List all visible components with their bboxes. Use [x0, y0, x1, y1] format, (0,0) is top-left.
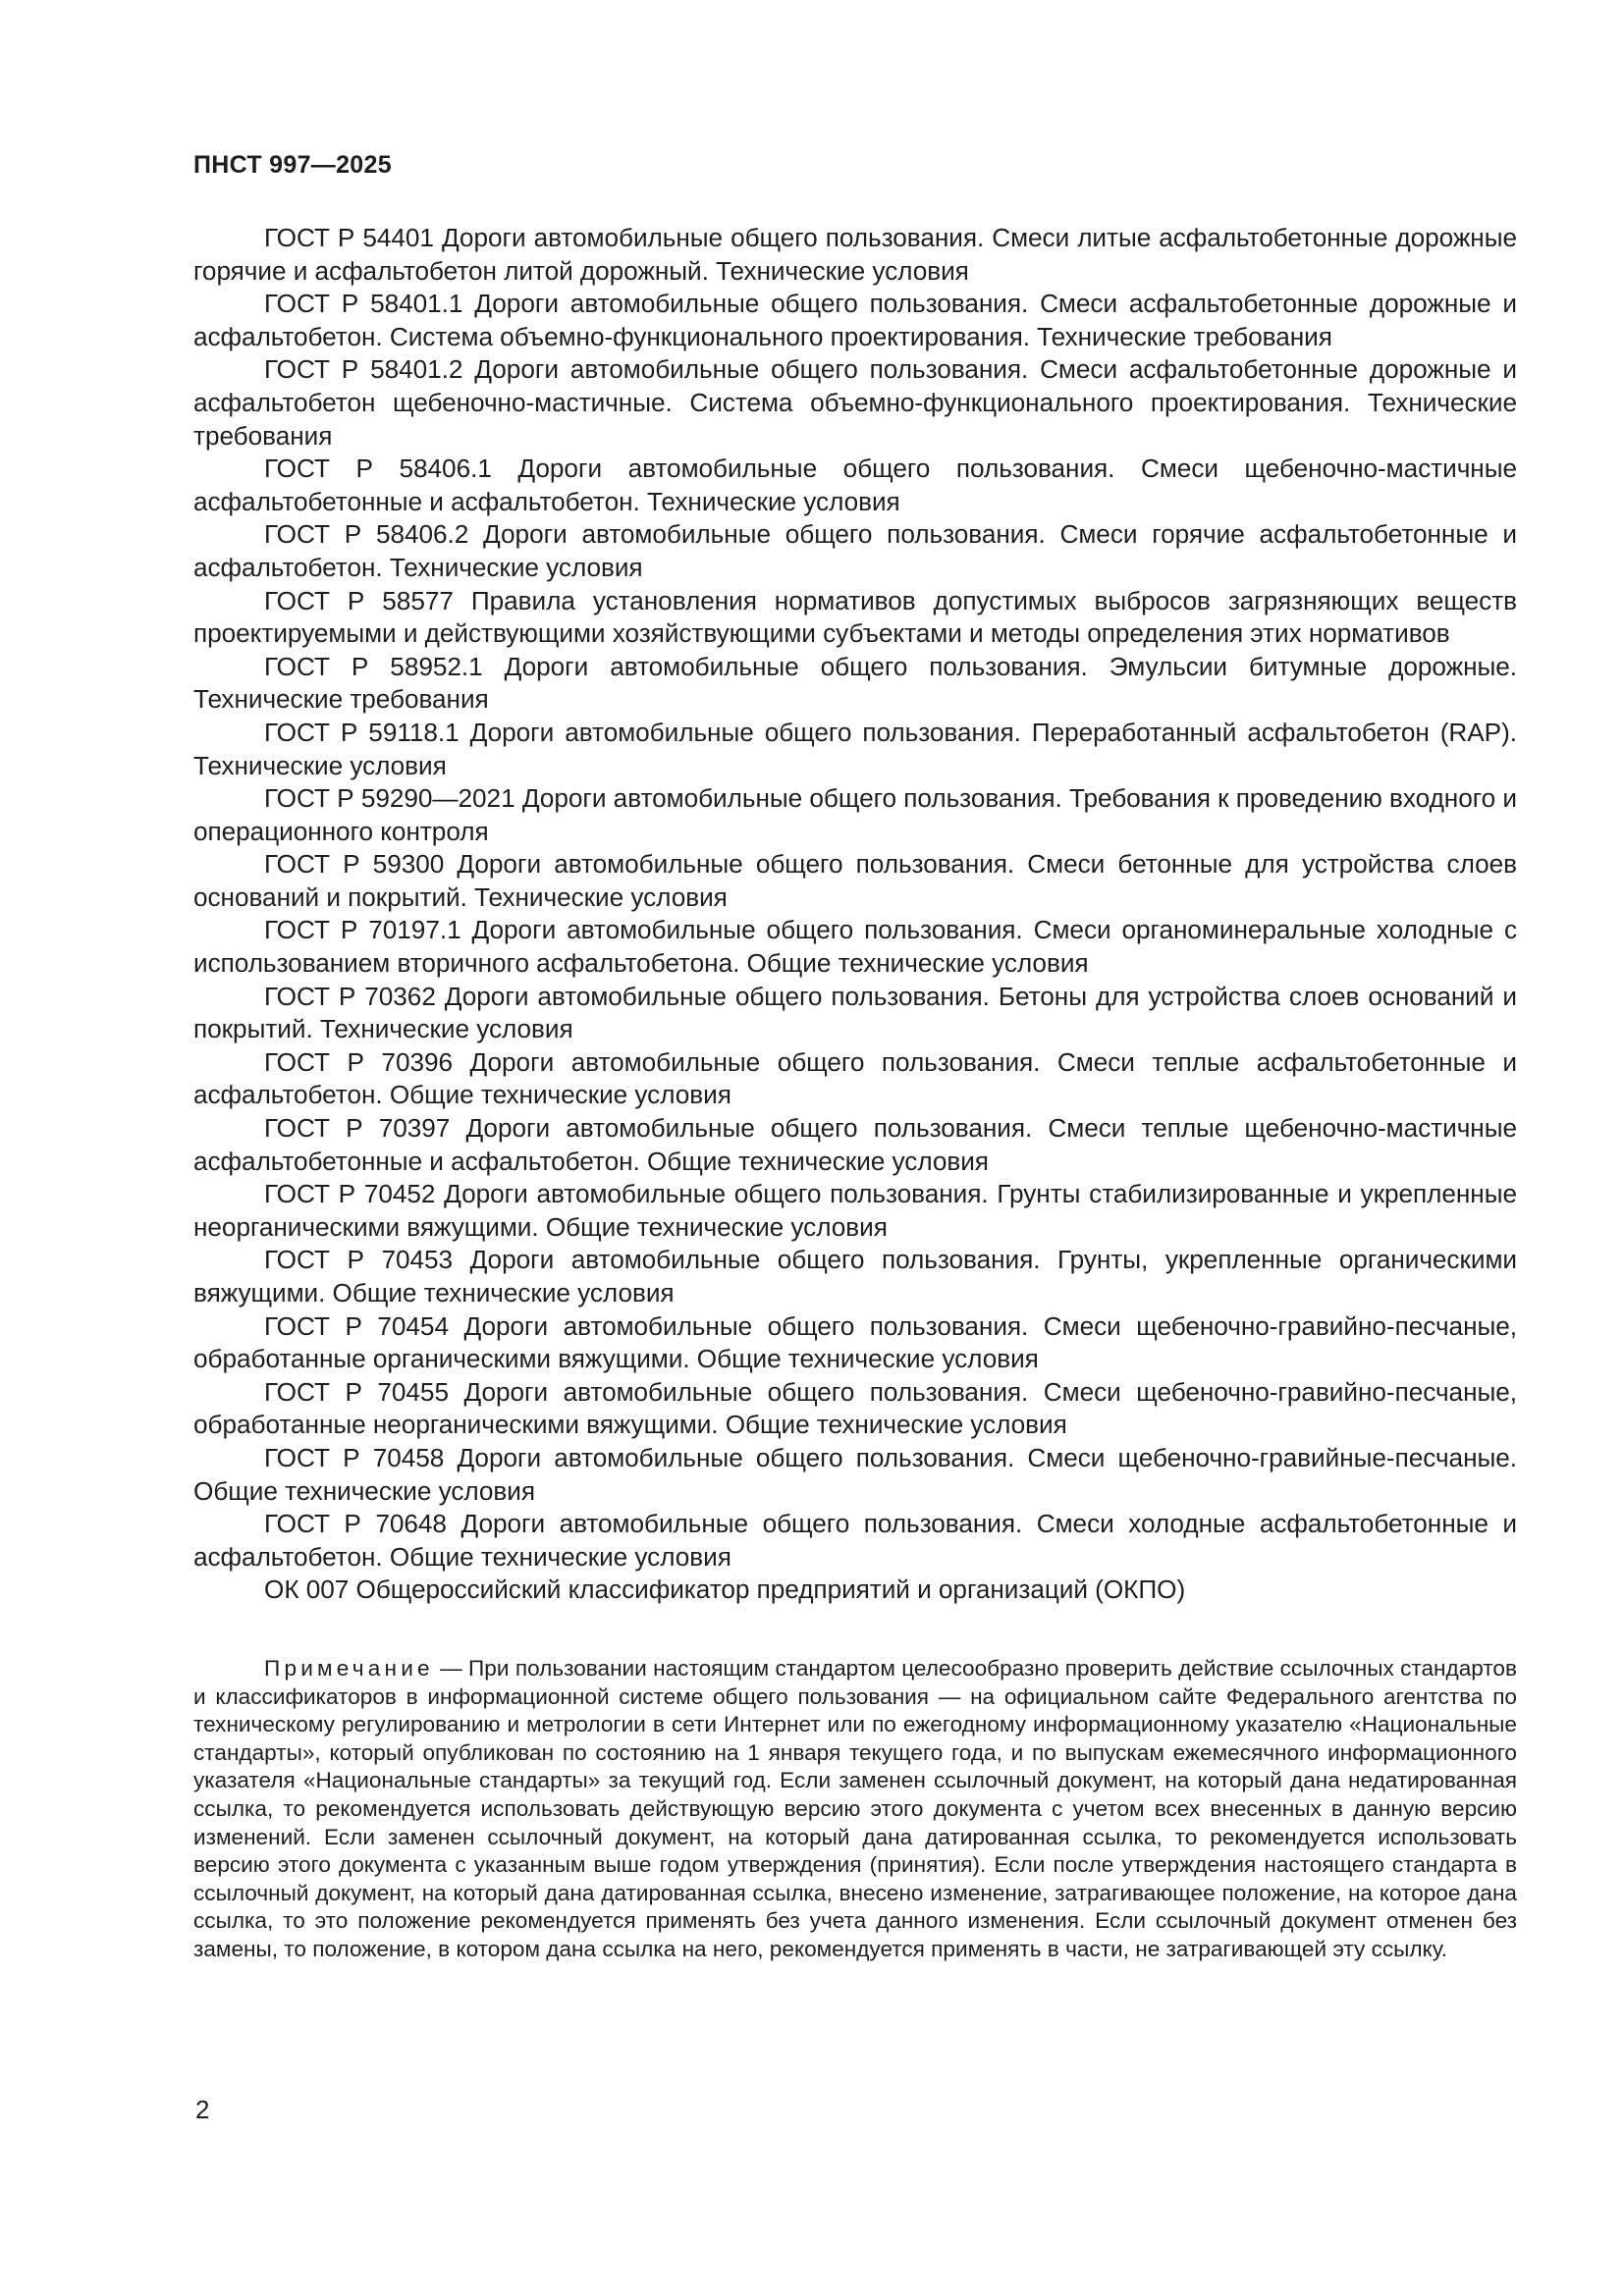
- reference-item: ОК 007 Общероссийский классификатор предприятий и организаций (ОКПО): [264, 1575, 1186, 1605]
- reference-item: ГОСТ Р 70197.1 Дороги автомобильные общего пользования. Смеси органоминеральные холодные с использованием вторичного асфальтобетона. Общие технические условия: [193, 915, 1517, 979]
- reference-item: ГОСТ Р 54401 Дороги автомобильные общего пользования. Смеси литые асфальтобетонные дорожные горячие и асфальтобетон литой дорожный. Технические условия: [193, 223, 1517, 286]
- references-list: [193, 222, 1517, 1607]
- note-label: Примечание: [264, 1656, 434, 1681]
- reference-item: ГОСТ Р 59118.1 Дороги автомобильные общего пользования. Переработанный асфальтобетон (RAP). Технические условия: [193, 717, 1517, 780]
- reference-item: ГОСТ Р 70396 Дороги автомобильные общего пользования. Смеси теплые асфальтобетонные и асфальтобетон. Общие технические условия: [193, 1046, 1517, 1110]
- reference-item: ГОСТ Р 70362 Дороги автомобильные общего пользования. Бетоны для устройства слоев оснований и покрытий. Технические условия: [193, 981, 1517, 1044]
- reference-item: ГОСТ Р 70452 Дороги автомобильные общего пользования. Грунты стабилизированные и укрепленные неорганическими вяжущими. Общие технические условия: [193, 1179, 1517, 1242]
- document-header: ПНСТ 997—2025: [193, 151, 392, 179]
- reference-item: ГОСТ Р 58577 Правила установления нормативов допустимых выбросов загрязняющих веществ проектируемыми и действующими хозяйствующими субъектами и методы определения этих нормативов: [193, 585, 1517, 649]
- reference-item: ГОСТ Р 70453 Дороги автомобильные общего пользования. Грунты, укрепленные органическими вяжущими. Общие технические условия: [193, 1245, 1517, 1308]
- reference-item: ГОСТ Р 58406.2 Дороги автомобильные общего пользования. Смеси горячие асфальтобетонные и асфальтобетон. Технические условия: [193, 519, 1517, 582]
- note-text: — При пользовании настоящим стандартом целесообразно проверить действие ссылочных стандартов и классификаторов в информационной системе общего пользования — на официальном сайте Федерального агентства по техническому регулированию и метрологии в сети Интернет или по ежегодному информационному указателю «Национальные стандарты», который опубликован по состоянию на 1 января текущего года, и по выпускам ежемесячного информационного указателя «Национальные стандарты» за текущий год. Если заменен ссылочный документ, на который дана недатированная ссылка, то рекомендуется использовать действующую версию этого документа с учетом всех внесенных в данную версию изменений. Если заменен ссылочный документ, на который дана датированная ссылка, то рекомендуется использовать версию этого документа с указанным выше годом утверждения (принятия). Если после утверждения настоящего стандарта в ссылочный документ, на который дана датированная ссылка, внесено изменение, затрагивающее положение, на которое дана ссылка, то это положение рекомендуется применять без учета данного изменения. Если ссылочный документ отменен без замены, то положение, в котором дана ссылка на него, рекомендуется применять в части, не затрагивающей эту ссылку.: [193, 1656, 1517, 1961]
- reference-item: ГОСТ Р 70455 Дороги автомобильные общего пользования. Смеси щебеночно-гравийно-песчаные, обработанные неорганическими вяжущими. Общие технические условия: [193, 1376, 1517, 1440]
- reference-item: ГОСТ Р 70454 Дороги автомобильные общего пользования. Смеси щебеночно-гравийно-песчаные, обработанные органическими вяжущими. Общие технические условия: [193, 1310, 1517, 1374]
- reference-item: ГОСТ Р 58406.1 Дороги автомобильные общего пользования. Смеси щебеночно-мастичные асфальтобетонные и асфальтобетон. Технические условия: [193, 454, 1517, 516]
- reference-item: ГОСТ Р 58401.1 Дороги автомобильные общего пользования. Смеси асфальтобетонные дорожные и асфальтобетон. Система объемно-функционального проектирования. Технические требования: [193, 289, 1517, 351]
- reference-item: ГОСТ Р 70648 Дороги автомобильные общего пользования. Смеси холодные асфальтобетонные и асфальтобетон. Общие технические условия: [193, 1509, 1517, 1572]
- reference-item: ГОСТ Р 70458 Дороги автомобильные общего пользования. Смеси щебеночно-гравийные-песчаные. Общие технические условия: [193, 1442, 1517, 1506]
- reference-item: ГОСТ Р 58401.2 Дороги автомобильные общего пользования. Смеси асфальтобетонные дорожные и асфальтобетон щебеночно-мастичные. Система объемно-функционального проектирования. Технические требования: [193, 354, 1517, 451]
- reference-item: ГОСТ Р 59290—2021 Дороги автомобильные общего пользования. Требования к проведению входного и операционного контроля: [193, 783, 1517, 846]
- note-paragraph: [193, 1655, 1517, 1964]
- reference-item: ГОСТ Р 59300 Дороги автомобильные общего пользования. Смеси бетонные для устройства слоев оснований и покрытий. Технические условия: [193, 849, 1517, 912]
- reference-item: ГОСТ Р 58952.1 Дороги автомобильные общего пользования. Эмульсии битумные дорожные. Технические требования: [193, 651, 1517, 715]
- page-number: 2: [195, 2095, 210, 2124]
- reference-item: ГОСТ Р 70397 Дороги автомобильные общего пользования. Смеси теплые щебеночно-мастичные асфальтобетонные и асфальтобетон. Общие технические условия: [193, 1113, 1517, 1176]
